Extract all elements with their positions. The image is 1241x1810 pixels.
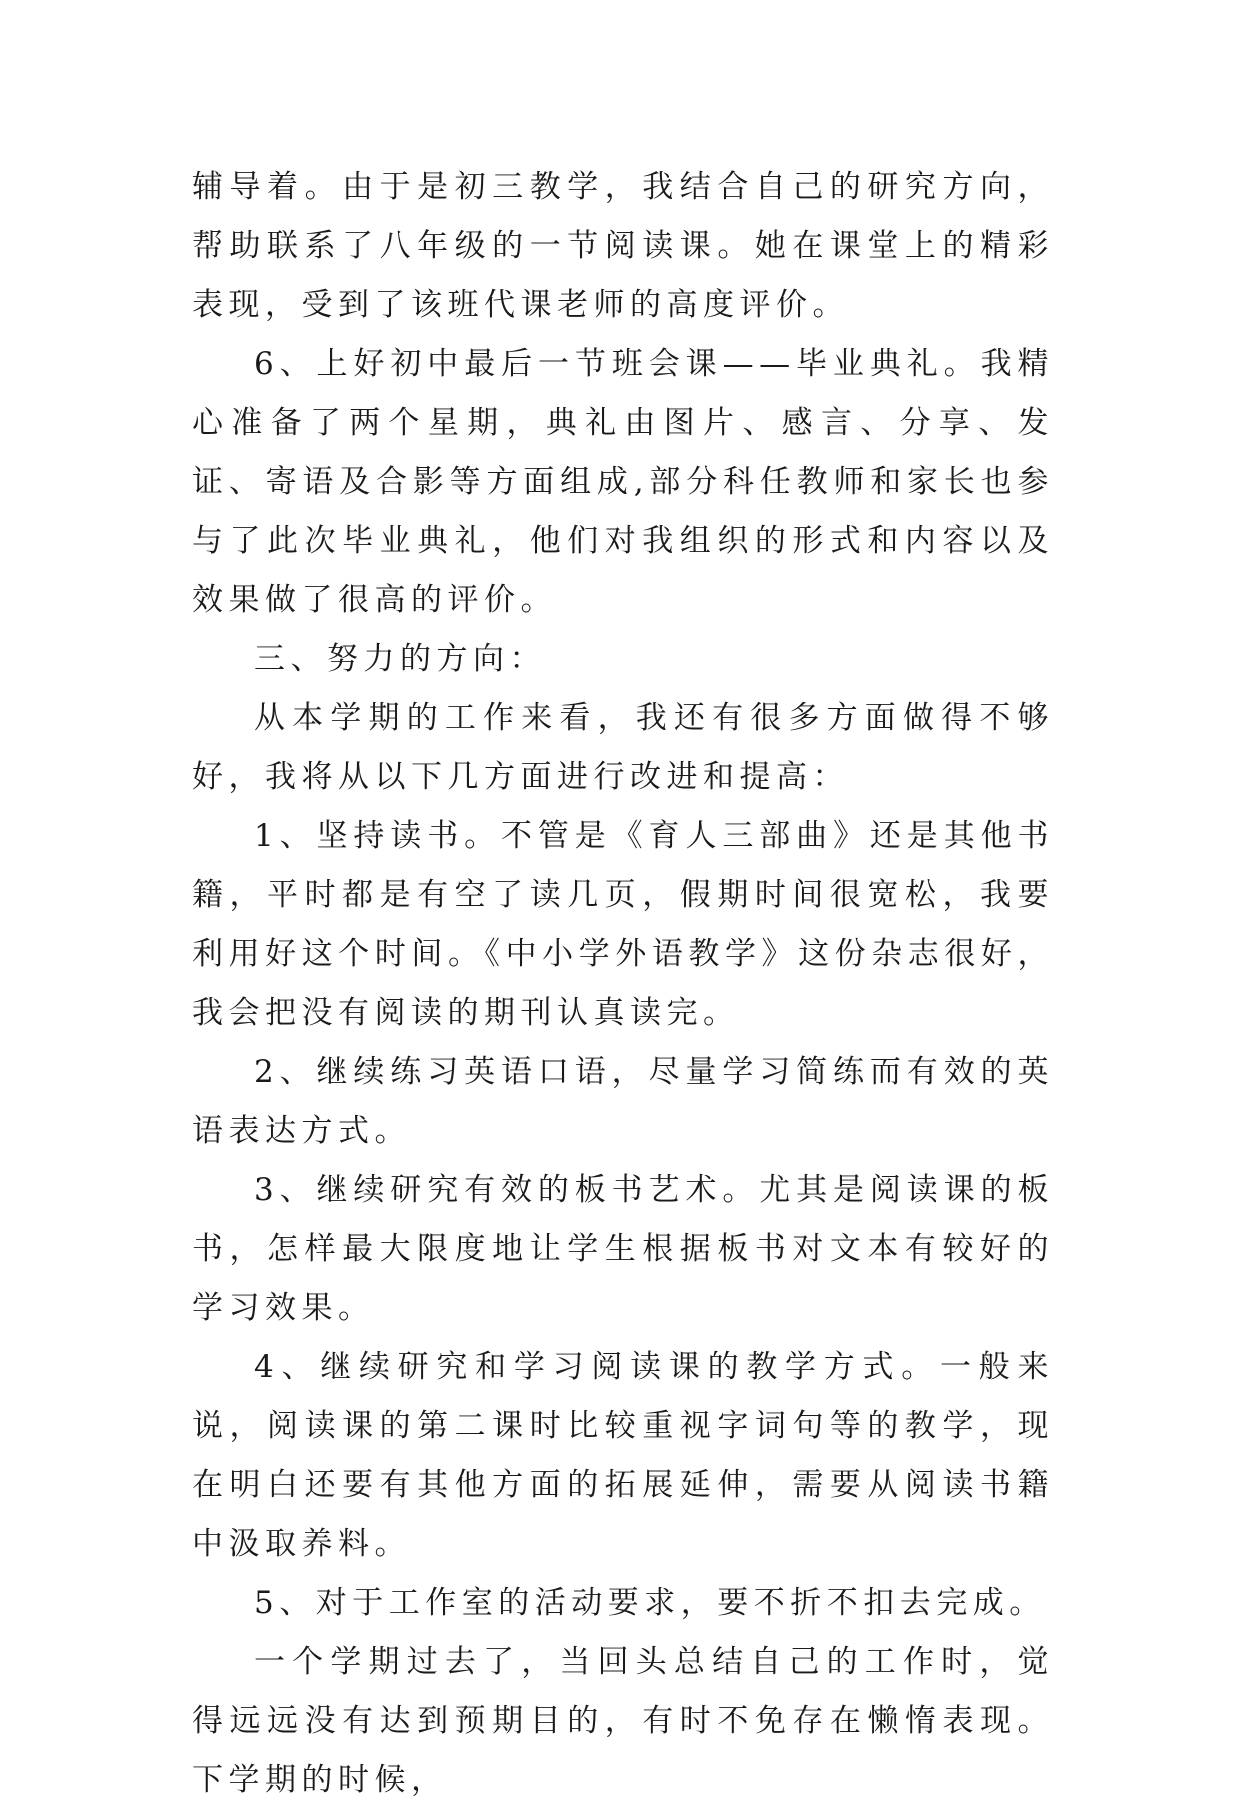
paragraph-intro: 从本学期的工作来看，我还有很多方面做得不够好，我将从以下几方面进行改进和提高： [192, 700, 1054, 795]
section-heading: 三、努力的方向： [254, 641, 546, 677]
paragraph-item-3: 3、继续研究有效的板书艺术。尤其是阅读课的板书，怎样最大限度地让学生根据板书对文本有较好的学习效果。 [192, 1172, 1054, 1326]
paragraph-item-4: 4、继续研究和学习阅读课的教学方式。一般来说，阅读课的第二课时比较重视字词句等的教学，现在明白还要有其他方面的拓展延伸，需要从阅读书籍中汲取养料。 [192, 1349, 1054, 1562]
paragraph-item-5: 5、对于工作室的活动要求，要不折不扣去完成。 [254, 1585, 1046, 1621]
paragraph-continuation: 辅导着。由于是初三教学，我结合自己的研究方向，帮助联系了八年级的一节阅读课。她在课堂上的精彩表现，受到了该班代课老师的高度评价。 [192, 169, 1054, 323]
paragraph-item-6: 6、上好初中最后一节班会课——毕业典礼。我精心准备了两个星期，典礼由图片、感言、分享、发证、寄语及合影等方面组成,部分科任教师和家长也参与了此次毕业典礼，他们对我组织的形式和内容以及效果做了很高的评价。 [192, 346, 1054, 618]
document-body [192, 158, 1054, 1810]
paragraph-item-1: 1、坚持读书。不管是《育人三部曲》还是其他书籍，平时都是有空了读几页，假期时间很宽松，我要利用好这个时间。《中小学外语教学》这份杂志很好，我会把没有阅读的期刊认真读完。 [192, 818, 1054, 1031]
paragraph-conclusion: 一个学期过去了，当回头总结自己的工作时，觉得远远没有达到预期目的，有时不免存在懒惰表现。下学期的时候， [192, 1644, 1054, 1798]
paragraph-item-2: 2、继续练习英语口语，尽量学习简练而有效的英语表达方式。 [192, 1054, 1054, 1149]
